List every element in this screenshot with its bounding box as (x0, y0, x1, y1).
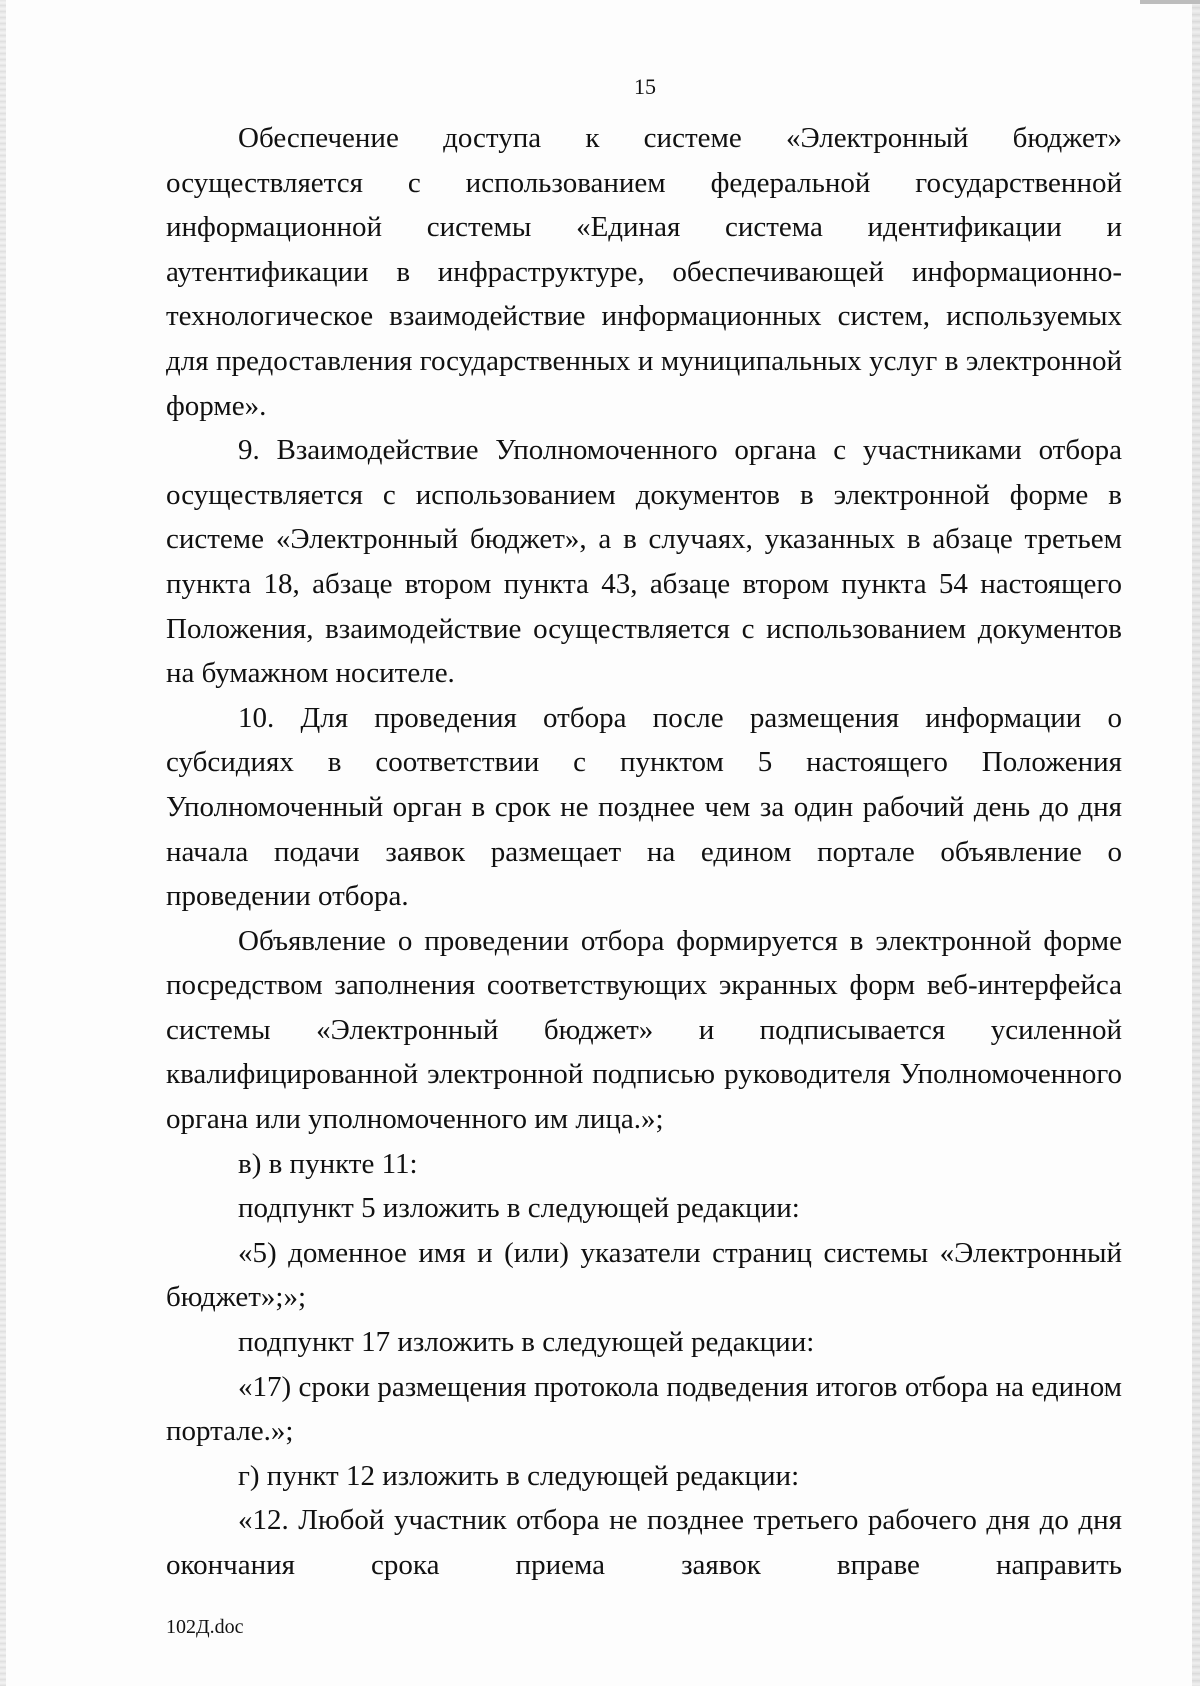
paragraph-announcement: Объявление о проведении отбора формируется в электронной форме посредством заполнения соответствующих экранных форм веб-интерфейса системы «Электронный бюджет» и подписывается усиленной квалифицированной электронной подписью руководителя Уполномоченного органа или уполномоченного им лица.»; (166, 924, 1122, 1136)
scan-corner-mark (1140, 0, 1200, 4)
page-number: 15 (634, 74, 656, 99)
document-body (166, 116, 1122, 1588)
scan-edge-left (0, 0, 6, 1686)
paragraph-item-11-intro: в) в пункте 11: (238, 1147, 418, 1180)
paragraph-subitem-5-intro: подпункт 5 изложить в следующей редакции: (238, 1192, 800, 1225)
paragraph-subitem-5: «5) доменное имя и (или) указатели страниц системы «Электронный бюджет»;»; (166, 1236, 1122, 1314)
scan-edge-right (1192, 0, 1200, 1686)
paragraph-item-9: 9. Взаимодействие Уполномоченного органа с участниками отбора осуществляется с использованием документов в электронной форме в системе «Электронный бюджет», а в случаях, указанных в абзаце третьем пункта 18, абзаце втором пункта 43, абзаце втором пункта 54 настоящего Положения, взаимодействие осуществляется с использованием документов на бумажном носителе. (166, 434, 1122, 690)
paragraph-access: Обеспечение доступа к системе «Электронный бюджет» осуществляется с использованием федеральной государственной информационной системы «Единая система идентификации и аутентификации в инфраструктуре, обеспечивающей информационно-технологическое взаимодействие информационных систем, используемых для предоставления государственных и муниципальных услуг в электронной форме». (166, 122, 1122, 422)
footer-filename: 102Д.doc (166, 1616, 244, 1638)
paragraph-item-10: 10. Для проведения отбора после размещения информации о субсидиях в соответствии с пунктом 5 настоящего Положения Уполномоченный орган в срок не позднее чем за один рабочий день до дня начала подачи заявок размещает на едином портале объявление о проведении отбора. (166, 701, 1122, 913)
paragraph-item-12-intro: г) пункт 12 изложить в следующей редакции: (238, 1459, 800, 1492)
paragraph-subitem-17-intro: подпункт 17 изложить в следующей редакции: (238, 1326, 815, 1359)
paragraph-item-12: «12. Любой участник отбора не позднее третьего рабочего дня до дня окончания срока приема заявок вправе направить (166, 1504, 1122, 1581)
paragraph-subitem-17: «17) сроки размещения протокола подведения итогов отбора на едином портале.»; (166, 1370, 1122, 1448)
